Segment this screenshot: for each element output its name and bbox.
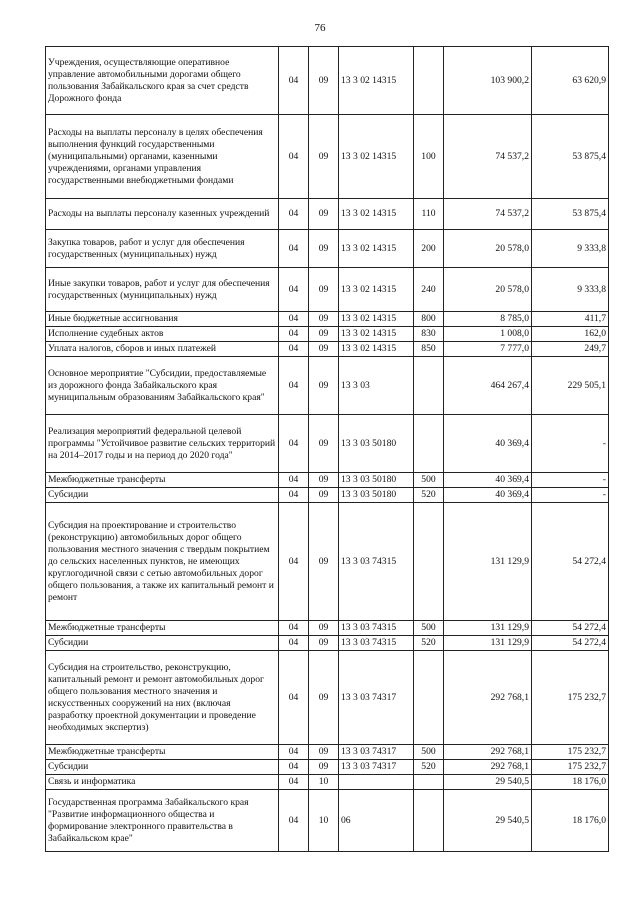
row-section: 04	[279, 651, 309, 745]
row-section: 04	[279, 760, 309, 775]
row-expense-type: 520	[414, 760, 444, 775]
row-expense-type: 500	[414, 745, 444, 760]
row-amount-2: -	[532, 473, 609, 488]
row-name: Межбюджетные трансферты	[46, 621, 279, 636]
row-amount-1: 20 578,0	[444, 268, 532, 312]
row-name: Межбюджетные трансферты	[46, 473, 279, 488]
row-subsection: 10	[309, 775, 339, 790]
row-target-code: 13 3 02 14315	[339, 47, 414, 115]
row-section: 04	[279, 342, 309, 357]
row-target-code: 13 3 03	[339, 357, 414, 415]
table-row	[46, 199, 609, 230]
table-row	[46, 327, 609, 342]
row-amount-2: 53 875,4	[532, 199, 609, 230]
row-section: 04	[279, 115, 309, 199]
table-row	[46, 47, 609, 115]
row-expense-type: 500	[414, 473, 444, 488]
row-subsection: 09	[309, 327, 339, 342]
row-subsection: 09	[309, 47, 339, 115]
row-amount-1: 1 008,0	[444, 327, 532, 342]
table-row	[46, 342, 609, 357]
row-target-code: 13 3 03 74315	[339, 621, 414, 636]
row-amount-1: 292 768,1	[444, 745, 532, 760]
row-subsection: 09	[309, 268, 339, 312]
budget-table	[45, 46, 609, 852]
row-target-code: 13 3 03 50180	[339, 488, 414, 503]
table-row	[46, 775, 609, 790]
row-expense-type	[414, 415, 444, 473]
row-subsection: 09	[309, 488, 339, 503]
row-name: Расходы на выплаты персоналу казенных учреждений	[46, 199, 279, 230]
row-amount-1: 29 540,5	[444, 775, 532, 790]
row-subsection: 09	[309, 415, 339, 473]
row-amount-1: 131 129,9	[444, 636, 532, 651]
row-section: 04	[279, 47, 309, 115]
row-expense-type	[414, 775, 444, 790]
row-subsection: 09	[309, 621, 339, 636]
row-subsection: 09	[309, 357, 339, 415]
row-amount-1: 74 537,2	[444, 115, 532, 199]
row-target-code: 13 3 03 74315	[339, 503, 414, 621]
row-target-code: 13 3 03 74317	[339, 760, 414, 775]
row-name: Межбюджетные трансферты	[46, 745, 279, 760]
row-expense-type: 200	[414, 230, 444, 268]
row-name: Субсидия на строительство, реконструкцию, капитальный ремонт и ремонт автомобильных дорог общего пользования местного значения и искусственных сооружений на них (включая разработку проектной документации и проведение необходимых экспертиз)	[46, 651, 279, 745]
table-row	[46, 488, 609, 503]
row-name: Иные бюджетные ассигнования	[46, 312, 279, 327]
row-expense-type: 850	[414, 342, 444, 357]
row-amount-1: 292 768,1	[444, 760, 532, 775]
table-row	[46, 268, 609, 312]
row-section: 04	[279, 745, 309, 760]
table-row	[46, 357, 609, 415]
row-subsection: 09	[309, 745, 339, 760]
table-row	[46, 790, 609, 852]
row-name: Субсидии	[46, 488, 279, 503]
row-expense-type: 800	[414, 312, 444, 327]
row-subsection: 09	[309, 636, 339, 651]
row-name: Реализация мероприятий федеральной целевой программы "Устойчивое развитие сельских территорий на 2014–2017 годы и на период до 2020 года"	[46, 415, 279, 473]
row-amount-2: 229 505,1	[532, 357, 609, 415]
row-amount-1: 40 369,4	[444, 488, 532, 503]
row-amount-2: 175 232,7	[532, 651, 609, 745]
row-subsection: 09	[309, 473, 339, 488]
row-target-code: 06	[339, 790, 414, 852]
row-name: Учреждения, осуществляющие оперативное управление автомобильными дорогами общего пользования Забайкальского края за счет средств Дорожного фонда	[46, 47, 279, 115]
row-amount-1: 131 129,9	[444, 503, 532, 621]
row-name: Государственная программа Забайкальского края "Развитие информационного общества и формирование электронного правительства в Забайкальском крае"	[46, 790, 279, 852]
table-row	[46, 473, 609, 488]
row-amount-2: 162,0	[532, 327, 609, 342]
table-row	[46, 760, 609, 775]
row-target-code: 13 3 03 50180	[339, 473, 414, 488]
row-target-code: 13 3 02 14315	[339, 312, 414, 327]
row-target-code: 13 3 03 74317	[339, 651, 414, 745]
row-expense-type: 240	[414, 268, 444, 312]
table-row	[46, 621, 609, 636]
row-target-code: 13 3 02 14315	[339, 327, 414, 342]
row-section: 04	[279, 790, 309, 852]
row-amount-1: 20 578,0	[444, 230, 532, 268]
row-amount-1: 74 537,2	[444, 199, 532, 230]
row-amount-2: 54 272,4	[532, 636, 609, 651]
row-amount-2: 175 232,7	[532, 745, 609, 760]
row-expense-type: 520	[414, 488, 444, 503]
row-amount-1: 103 900,2	[444, 47, 532, 115]
row-subsection: 09	[309, 312, 339, 327]
table-row	[46, 745, 609, 760]
row-amount-1: 292 768,1	[444, 651, 532, 745]
row-amount-2: 18 176,0	[532, 790, 609, 852]
row-subsection: 10	[309, 790, 339, 852]
row-amount-1: 40 369,4	[444, 415, 532, 473]
row-name: Уплата налогов, сборов и иных платежей	[46, 342, 279, 357]
row-target-code: 13 3 02 14315	[339, 342, 414, 357]
row-amount-1: 7 777,0	[444, 342, 532, 357]
page-number: 76	[314, 22, 326, 34]
row-section: 04	[279, 488, 309, 503]
table-row	[46, 312, 609, 327]
row-amount-2: -	[532, 415, 609, 473]
row-amount-2: 249,7	[532, 342, 609, 357]
row-target-code: 13 3 02 14315	[339, 199, 414, 230]
row-subsection: 09	[309, 760, 339, 775]
row-name: Связь и информатика	[46, 775, 279, 790]
row-name: Субсидии	[46, 760, 279, 775]
row-name: Субсидия на проектирование и строительство (реконструкцию) автомобильных дорог общего пользования местного значения с твердым покрытием до сельских населенных пунктов, не имеющих круглогодичной связи с сетью автомобильных дорог общего пользования, а также их капитальный ремонт и ремонт	[46, 503, 279, 621]
row-amount-2: 63 620,9	[532, 47, 609, 115]
row-subsection: 09	[309, 115, 339, 199]
row-expense-type	[414, 47, 444, 115]
row-amount-1: 464 267,4	[444, 357, 532, 415]
row-name: Субсидии	[46, 636, 279, 651]
row-section: 04	[279, 268, 309, 312]
row-target-code: 13 3 03 74315	[339, 636, 414, 651]
row-amount-2: 18 176,0	[532, 775, 609, 790]
row-target-code: 13 3 03 50180	[339, 415, 414, 473]
row-section: 04	[279, 230, 309, 268]
row-subsection: 09	[309, 199, 339, 230]
row-amount-2: 9 333,8	[532, 230, 609, 268]
row-target-code: 13 3 02 14315	[339, 115, 414, 199]
row-amount-2: 9 333,8	[532, 268, 609, 312]
row-subsection: 09	[309, 230, 339, 268]
row-section: 04	[279, 357, 309, 415]
row-expense-type: 500	[414, 621, 444, 636]
row-section: 04	[279, 327, 309, 342]
row-name: Иные закупки товаров, работ и услуг для обеспечения государственных (муниципальных) нужд	[46, 268, 279, 312]
row-expense-type	[414, 790, 444, 852]
row-subsection: 09	[309, 342, 339, 357]
row-section: 04	[279, 199, 309, 230]
row-amount-2: 54 272,4	[532, 621, 609, 636]
row-subsection: 09	[309, 651, 339, 745]
row-amount-2: -	[532, 488, 609, 503]
row-target-code: 13 3 02 14315	[339, 230, 414, 268]
row-amount-1: 29 540,5	[444, 790, 532, 852]
row-section: 04	[279, 473, 309, 488]
row-expense-type	[414, 503, 444, 621]
table-row	[46, 415, 609, 473]
row-name: Исполнение судебных актов	[46, 327, 279, 342]
row-subsection: 09	[309, 503, 339, 621]
table-row	[46, 636, 609, 651]
table-row	[46, 503, 609, 621]
row-amount-2: 54 272,4	[532, 503, 609, 621]
row-section: 04	[279, 636, 309, 651]
row-expense-type	[414, 357, 444, 415]
row-section: 04	[279, 312, 309, 327]
row-expense-type: 830	[414, 327, 444, 342]
row-amount-1: 40 369,4	[444, 473, 532, 488]
row-section: 04	[279, 621, 309, 636]
row-name: Закупка товаров, работ и услуг для обеспечения государственных (муниципальных) нужд	[46, 230, 279, 268]
row-target-code: 13 3 03 74317	[339, 745, 414, 760]
table-row	[46, 115, 609, 199]
row-expense-type: 520	[414, 636, 444, 651]
row-amount-2: 53 875,4	[532, 115, 609, 199]
row-name: Основное мероприятие "Субсидии, предоставляемые из дорожного фонда Забайкальского края муниципальным образованиям Забайкальского края"	[46, 357, 279, 415]
row-amount-2: 411,7	[532, 312, 609, 327]
row-target-code	[339, 775, 414, 790]
row-expense-type	[414, 651, 444, 745]
row-amount-1: 8 785,0	[444, 312, 532, 327]
row-expense-type: 100	[414, 115, 444, 199]
row-amount-2: 175 232,7	[532, 760, 609, 775]
table-row	[46, 230, 609, 268]
row-section: 04	[279, 775, 309, 790]
row-name: Расходы на выплаты персоналу в целях обеспечения выполнения функций государственными (муниципальными) органами, казенными учреждениями, органами управления государственными внебюджетными фондами	[46, 115, 279, 199]
row-section: 04	[279, 503, 309, 621]
row-target-code: 13 3 02 14315	[339, 268, 414, 312]
row-expense-type: 110	[414, 199, 444, 230]
row-amount-1: 131 129,9	[444, 621, 532, 636]
table-row	[46, 651, 609, 745]
row-section: 04	[279, 415, 309, 473]
